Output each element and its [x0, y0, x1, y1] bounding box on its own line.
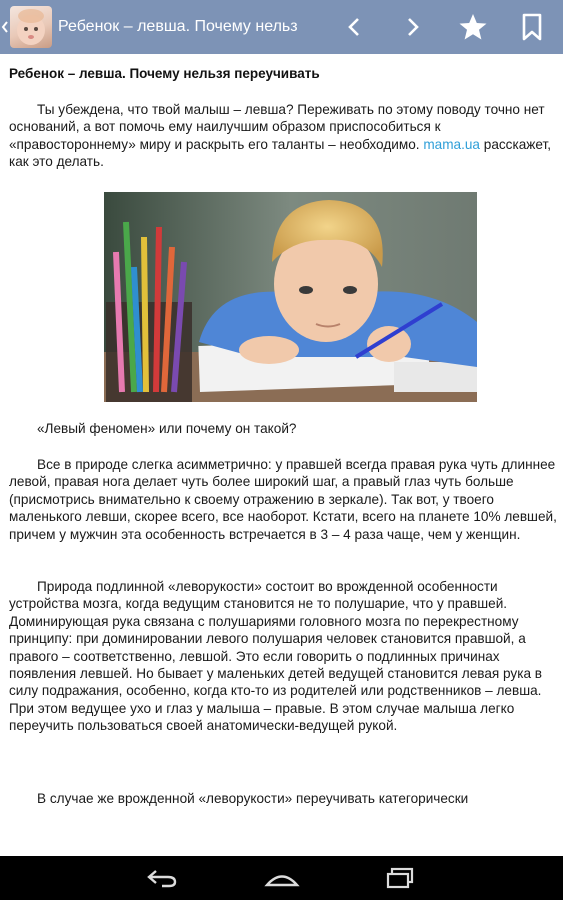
subheading-text: «Левый феномен» или почему он такой?	[37, 421, 297, 436]
favorite-button[interactable]	[448, 0, 498, 54]
app-bar-title: Ребенок – левша. Почему нельз	[58, 18, 298, 35]
paragraph-1	[9, 456, 559, 543]
article-content[interactable]	[0, 54, 563, 856]
chevron-right-icon	[406, 16, 420, 38]
paragraph-3-text: В случае же врожденной «леворукости» переучивать категорически	[37, 791, 469, 806]
source-link[interactable]: mama.ua	[423, 136, 480, 152]
bookmark-icon	[521, 13, 543, 41]
article-title: Ребенок – левша. Почему нельзя переучивать	[9, 66, 320, 81]
bookmark-button[interactable]	[507, 0, 557, 54]
home-button[interactable]	[252, 856, 312, 900]
intro-text: Ты убеждена, что твой малыш – левша? Переживать по этому поводу точно нет оснований, а вот помочь ему наилучшим образом приспособиться к «правостороннему» миру и раскрыть его таланты – необходимо.	[9, 102, 545, 152]
up-caret-icon	[1, 20, 9, 34]
section-subheading	[9, 420, 559, 437]
paragraph-2-text: Природа подлинной «леворукости» состоит во врожденной особенности устройства мозга, когда ведущим становится не то полушарие, что у правшей. Доминирующая рука связана с полушариями головного мозга по перекрестному принципу: при доминировании левого полушария человек становится правшой, а правого – соответственно, левшой. Это если говорить о подлинных причинах появления левшей. Но бывает у маленьких детей ведущей становится левая рука в силу подражания, особенно, когда кто-то из родителей или родственников – левша. При этом ведущее ухо и глаз у малыша – правые. В этом случае малыша легко переучить пользоваться своей анатомически-ведущей рукой.	[9, 579, 543, 734]
system-navigation-bar	[0, 856, 563, 900]
recent-apps-icon	[384, 867, 416, 889]
recent-apps-button[interactable]	[370, 856, 430, 900]
intro-text-end: расскажет, как это делать.	[9, 136, 551, 170]
next-article-button[interactable]	[388, 0, 438, 54]
app-bar	[0, 0, 563, 54]
paragraph-3	[9, 790, 559, 807]
up-navigation[interactable]	[0, 0, 10, 54]
paragraph-2	[9, 578, 559, 735]
article-photo	[104, 192, 477, 402]
chevron-left-icon	[347, 16, 361, 38]
paragraph-1-text: Все в природе слегка асимметрично: у правшей всегда правая рука чуть длиннее левой, правая нога делает чуть более широкий шаг, а правый глаз чуть больше (присмотрись внимательно к своему отражению в зеркале). Так вот, у твоего маленького левши, скорее всего, все наоборот. Кстати, всего на планете 10% левшей, причем у мужчин эта особенность встречается в 3 – 4 раза чаще, чем у женщин.	[9, 457, 557, 542]
back-button[interactable]	[132, 856, 192, 900]
intro-paragraph	[9, 101, 559, 171]
back-icon	[146, 867, 178, 889]
app-icon[interactable]	[10, 6, 52, 48]
star-icon	[458, 12, 488, 42]
previous-article-button[interactable]	[329, 0, 379, 54]
home-icon	[264, 867, 300, 889]
